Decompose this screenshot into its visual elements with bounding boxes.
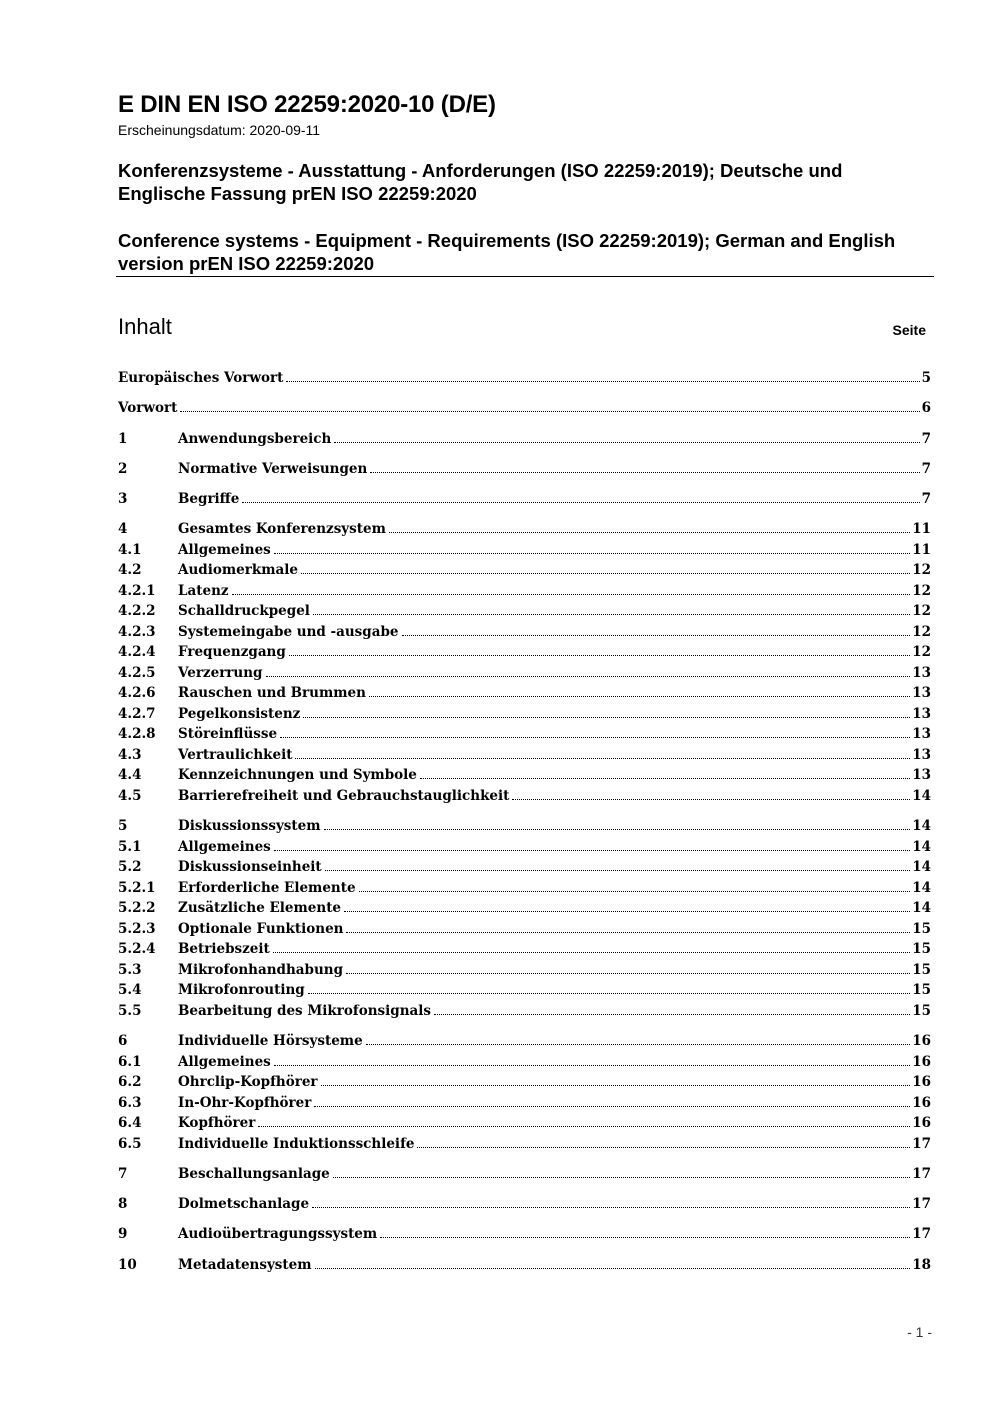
title-english: Conference systems - Equipment - Requirements (ISO 22259:2019); German and English version prEN ISO 22259:2020	[118, 230, 896, 274]
toc-dot-leader	[333, 1177, 910, 1178]
toc-entry-title: Individuelle Hörsysteme	[178, 1033, 363, 1050]
toc-entry[interactable]	[118, 982, 931, 1003]
toc-entry-number: 6	[118, 1033, 128, 1050]
toc-entry-title: Metadatensystem	[178, 1256, 312, 1273]
toc-entry-number: 4.5	[118, 787, 142, 804]
toc-entry[interactable]	[118, 1166, 931, 1187]
toc-entry[interactable]	[118, 1054, 931, 1075]
toc-entry[interactable]	[118, 1003, 931, 1024]
toc-dot-leader	[402, 635, 911, 636]
toc-entry-page: 12	[912, 603, 931, 620]
toc-entry-title: Barrierefreiheit und Gebrauchstauglichkeit	[178, 787, 510, 804]
toc-entry-title: Mikrofonhandhabung	[178, 961, 344, 978]
toc-entry-page: 15	[912, 920, 931, 937]
toc-entry-number: 4.1	[118, 541, 142, 558]
document-header	[118, 90, 934, 275]
toc-dot-leader	[380, 1237, 910, 1238]
toc-entry[interactable]	[118, 706, 931, 727]
toc-entry[interactable]	[118, 603, 931, 624]
toc-entry[interactable]	[118, 1226, 931, 1247]
toc-entry-title: Beschallungsanlage	[178, 1165, 330, 1182]
toc-entry[interactable]	[118, 900, 931, 921]
toc-entry[interactable]	[118, 521, 931, 542]
toc-entry-page: 11	[912, 521, 931, 538]
toc-dot-leader	[303, 717, 910, 718]
toc-entry-page: 16	[912, 1094, 931, 1111]
toc-entry-page: 13	[912, 726, 931, 743]
toc-entry-page: 6	[921, 400, 931, 417]
toc-entry[interactable]	[118, 562, 931, 583]
toc-entry-number: 6.4	[118, 1115, 142, 1132]
toc-dot-leader	[512, 799, 910, 800]
toc-entry-title: Europäisches Vorwort	[118, 370, 284, 386]
toc-entry[interactable]	[118, 491, 931, 512]
toc-dot-leader	[308, 993, 910, 994]
publication-date: Erscheinungsdatum: 2020-09-11	[118, 122, 321, 138]
toc-entry-page: 7	[921, 491, 931, 508]
toc-entry-page: 16	[912, 1074, 931, 1091]
toc-entry-page: 5	[921, 370, 931, 386]
toc-entry-number: 5.2.3	[118, 920, 156, 937]
toc-entry-number: 3	[118, 491, 128, 508]
toc-entry-title: Kopfhörer	[178, 1115, 256, 1132]
toc-entry-number: 4.2.7	[118, 705, 156, 722]
toc-entry-page: 15	[912, 941, 931, 958]
toc-entry-page: 13	[912, 705, 931, 722]
toc-dot-leader	[417, 1147, 910, 1148]
toc-entry-title: Störeinflüsse	[178, 726, 278, 743]
toc-entry-number: 5.2.1	[118, 879, 156, 896]
toc-entry-page: 16	[912, 1115, 931, 1132]
toc-entry[interactable]	[118, 1136, 931, 1157]
toc-entry-title: Mikrofonrouting	[178, 982, 305, 999]
toc-dot-leader	[344, 911, 910, 912]
toc-entry-page: 17	[912, 1226, 931, 1243]
toc-dot-leader	[273, 952, 910, 953]
toc-entry[interactable]	[118, 370, 931, 391]
toc-dot-leader	[274, 1065, 910, 1066]
toc-entry[interactable]	[118, 1257, 931, 1278]
toc-dot-leader	[370, 472, 919, 473]
toc-entry[interactable]	[118, 583, 931, 604]
toc-entry-page: 16	[912, 1033, 931, 1050]
toc-dot-leader	[242, 502, 919, 503]
toc-entry-number: 4.2.8	[118, 726, 156, 743]
toc-dot-leader	[280, 737, 910, 738]
toc-entry-number: 4.2.3	[118, 623, 156, 640]
toc-entry[interactable]	[118, 839, 931, 860]
toc-dot-leader	[258, 1126, 910, 1127]
toc-entry-number: 8	[118, 1196, 128, 1213]
toc-entry-number: 9	[118, 1226, 128, 1243]
toc-dot-leader	[346, 973, 910, 974]
toc-entry-page: 13	[912, 685, 931, 702]
toc-dot-leader	[369, 696, 910, 697]
toc-entry-page: 7	[921, 460, 931, 477]
toc-entry-number: 5.5	[118, 1002, 142, 1019]
toc-entry[interactable]	[118, 818, 931, 839]
toc-entry[interactable]	[118, 1115, 931, 1136]
toc-entry[interactable]	[118, 644, 931, 665]
toc-entry-number: 5.1	[118, 838, 142, 855]
toc-entry-title: Systemeingabe und -ausgabe	[178, 623, 399, 640]
toc-entry-page: 14	[912, 900, 931, 917]
toc-entry-number: 6.1	[118, 1053, 142, 1070]
toc-dot-leader	[313, 614, 910, 615]
toc-entry[interactable]	[118, 1196, 931, 1217]
toc-entry-title: Allgemeines	[178, 1053, 271, 1070]
toc-entry[interactable]	[118, 400, 931, 421]
toc-dot-leader	[295, 758, 910, 759]
toc-entry-title: In-Ohr-Kopfhörer	[178, 1094, 312, 1111]
toc-dot-leader	[315, 1268, 911, 1269]
toc-entry-page: 14	[912, 818, 931, 835]
toc-entry-page: 14	[912, 838, 931, 855]
toc-entry[interactable]	[118, 962, 931, 983]
toc-entry-number: 5.3	[118, 961, 142, 978]
toc-entry-title: Diskussionseinheit	[178, 859, 322, 876]
toc-entry-number: 4.2.6	[118, 685, 156, 702]
toc-entry-number: 10	[118, 1256, 137, 1273]
toc-dot-leader	[274, 850, 910, 851]
toc-entry-page: 14	[912, 859, 931, 876]
toc-entry-number: 2	[118, 460, 128, 477]
toc-entry-number: 4.2	[118, 562, 142, 579]
toc-dot-leader	[420, 778, 910, 779]
toc-entry-title: Allgemeines	[178, 838, 271, 855]
toc-entry-title: Gesamtes Konferenzsystem	[178, 521, 386, 538]
toc-dot-leader	[389, 532, 910, 533]
document-id: E DIN EN ISO 22259:2020-10 (D/E)	[118, 91, 496, 118]
toc-entry-page: 12	[912, 644, 931, 661]
toc-entry-number: 5.4	[118, 982, 142, 999]
toc-dot-leader	[180, 411, 919, 412]
toc-entry-title: Allgemeines	[178, 541, 271, 558]
toc-entry-number: 4	[118, 521, 128, 538]
toc-entry-page: 15	[912, 961, 931, 978]
toc-entry-title: Betriebszeit	[178, 941, 270, 958]
toc-entry-page: 16	[912, 1053, 931, 1070]
toc-entry-number: 5.2.4	[118, 941, 156, 958]
toc-entry-number: 6.5	[118, 1135, 142, 1152]
toc-entry[interactable]	[118, 1095, 931, 1116]
toc-entry-title: Diskussionssystem	[178, 818, 321, 835]
toc-entry[interactable]	[118, 767, 931, 788]
toc-entry-title: Vertraulichkeit	[178, 746, 293, 763]
toc-entry[interactable]	[118, 685, 931, 706]
toc-entry-number: 5.2	[118, 859, 142, 876]
toc-page-label: Seite	[892, 322, 926, 338]
toc-dot-leader	[359, 891, 911, 892]
toc-entry[interactable]	[118, 542, 931, 563]
toc-entry-title: Latenz	[178, 582, 229, 599]
toc-entry[interactable]	[118, 921, 931, 942]
toc-entry-page: 12	[912, 562, 931, 579]
toc-entry[interactable]	[118, 624, 931, 645]
toc-entry-number: 4.2.1	[118, 582, 156, 599]
toc-entry[interactable]	[118, 747, 931, 768]
toc-entry-number: 4.2.4	[118, 644, 156, 661]
toc-entry-title: Verzerrung	[178, 664, 263, 681]
toc-entry-number: 4.2.2	[118, 603, 156, 620]
toc-entry-title: Erforderliche Elemente	[178, 879, 356, 896]
toc-dot-leader	[314, 1106, 910, 1107]
toc-dot-leader	[321, 1085, 911, 1086]
toc-entry-title: Begriffe	[178, 491, 240, 508]
toc-entry-title: Normative Verweisungen	[178, 460, 368, 477]
toc-entry-page: 18	[912, 1256, 931, 1273]
toc-entry-title: Dolmetschanlage	[178, 1196, 310, 1213]
toc-dot-leader	[324, 829, 911, 830]
toc-dot-leader	[266, 676, 911, 677]
toc-entry-page: 15	[912, 982, 931, 999]
toc-entry-title: Individuelle Induktionsschleife	[178, 1135, 415, 1152]
toc-entry-title: Audioübertragungssystem	[178, 1226, 378, 1243]
page-number: - 1 -	[907, 1324, 932, 1340]
header-divider	[116, 276, 934, 277]
toc-entry-number: 4.4	[118, 767, 142, 784]
toc-entry-page: 7	[921, 430, 931, 447]
toc-entry[interactable]	[118, 788, 931, 809]
toc-entry[interactable]	[118, 726, 931, 747]
toc-entry-title: Kennzeichnungen und Symbole	[178, 767, 417, 784]
toc-dot-leader	[289, 655, 910, 656]
toc-entry-title: Rauschen und Brummen	[178, 685, 366, 702]
toc-entry-title: Pegelkonsistenz	[178, 705, 301, 722]
toc-dot-leader	[286, 381, 919, 382]
toc-entry[interactable]	[118, 461, 931, 482]
toc-entry[interactable]	[118, 941, 931, 962]
toc-entry[interactable]	[118, 665, 931, 686]
toc-entry-page: 15	[912, 1002, 931, 1019]
toc-entry-page: 17	[912, 1135, 931, 1152]
toc-entry-page: 14	[912, 787, 931, 804]
toc-entry-page: 17	[912, 1165, 931, 1182]
toc-entry-number: 6.3	[118, 1094, 142, 1111]
toc-entry-page: 13	[912, 767, 931, 784]
toc-entry-number: 4.2.5	[118, 664, 156, 681]
toc-entry-title: Frequenzgang	[178, 644, 286, 661]
toc-dot-leader	[366, 1044, 911, 1045]
title-german: Konferenzsysteme - Ausstattung - Anforderungen (ISO 22259:2019); Deutsche und Englische Fassung prEN ISO 22259:2020	[118, 160, 843, 204]
toc-entry-title: Schalldruckpegel	[178, 603, 310, 620]
toc-entry-page: 12	[912, 582, 931, 599]
toc-entry[interactable]	[118, 1033, 931, 1054]
toc-entry-title: Bearbeitung des Mikrofonsignals	[178, 1002, 431, 1019]
toc-entry-page: 11	[912, 541, 931, 558]
toc-dot-leader	[334, 442, 919, 443]
toc-entry[interactable]	[118, 880, 931, 901]
toc-dot-leader	[434, 1014, 910, 1015]
toc-entry-page: 13	[912, 746, 931, 763]
toc-entry-page: 13	[912, 664, 931, 681]
toc-entry-title: Ohrclip-Kopfhörer	[178, 1074, 318, 1091]
toc-entry-number: 4.3	[118, 746, 142, 763]
toc-entry-number: 7	[118, 1165, 128, 1182]
toc-entry-title: Anwendungsbereich	[178, 430, 332, 447]
toc-entry-title: Audiomerkmale	[178, 562, 298, 579]
toc-dot-leader	[232, 594, 911, 595]
toc-entry[interactable]	[118, 431, 931, 452]
toc-entry-title: Optionale Funktionen	[178, 920, 344, 937]
toc-entry-number: 5	[118, 818, 128, 835]
toc-dot-leader	[312, 1207, 910, 1208]
toc-dot-leader	[274, 553, 910, 554]
toc-entry-number: 1	[118, 430, 128, 447]
toc-dot-leader	[325, 870, 911, 871]
toc-entry-number: 5.2.2	[118, 900, 156, 917]
toc-entry-title: Vorwort	[118, 400, 178, 417]
toc-entry[interactable]	[118, 859, 931, 880]
toc-dot-leader	[346, 932, 910, 933]
toc-entry-page: 12	[912, 623, 931, 640]
toc-entry-number: 6.2	[118, 1074, 142, 1091]
toc-dot-leader	[301, 573, 910, 574]
toc-entry[interactable]	[118, 1074, 931, 1095]
toc-entry-title: Zusätzliche Elemente	[178, 900, 342, 917]
toc-entry-page: 17	[912, 1196, 931, 1213]
toc-heading: Inhalt	[118, 314, 172, 339]
toc-entry-page: 14	[912, 879, 931, 896]
table-of-contents	[118, 370, 931, 1277]
